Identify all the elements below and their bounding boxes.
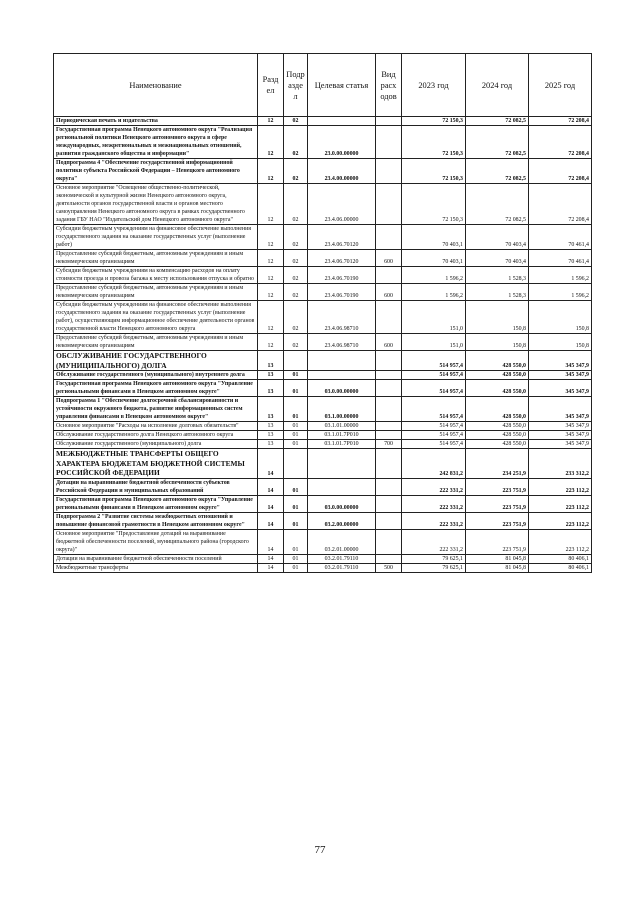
row-amount-2023: 72 150,3 (402, 184, 466, 225)
header-year-2023: 2023 год (402, 54, 466, 117)
row-expense-type (376, 397, 402, 422)
row-amount-2023: 72 150,3 (402, 117, 466, 126)
row-expense-type: 600 (376, 334, 402, 351)
row-amount-2024: 428 550,0 (466, 351, 529, 371)
row-amount-2025: 345 347,9 (529, 380, 592, 397)
row-name: Предоставление субсидий бюджетным, автономным учреждениям и иным некоммерческим организациям (54, 284, 258, 301)
header-target-article: Целевая статья (308, 54, 376, 117)
row-target-article: 03.0.00.00000 (308, 495, 376, 512)
row-expense-type (376, 495, 402, 512)
row-target-article: 23.4.06.70120 (308, 250, 376, 267)
row-section: 13 (258, 380, 284, 397)
row-section: 14 (258, 495, 284, 512)
row-amount-2025: 150,8 (529, 301, 592, 334)
row-amount-2025: 72 208,4 (529, 126, 592, 159)
row-name: Обслуживание государственного долга Ненецкого автономного округа (54, 431, 258, 440)
row-amount-2023: 1 596,2 (402, 267, 466, 284)
table-row (54, 225, 592, 250)
row-section: 12 (258, 225, 284, 250)
row-target-article: 03.1.00.00000 (308, 397, 376, 422)
table-row (54, 449, 592, 479)
row-name: Подпрограмма 1 "Обеспечение долгосрочной сбалансированности и устойчивости окружного бюджета, развитие информационных систем управления финансами в Ненецком автономном округе" (54, 397, 258, 422)
row-expense-type (376, 529, 402, 554)
row-target-article: 03.1.01.7Р010 (308, 431, 376, 440)
row-amount-2024: 428 550,0 (466, 371, 529, 380)
row-amount-2025: 345 347,9 (529, 351, 592, 371)
row-name: Периодическая печать и издательства (54, 117, 258, 126)
row-target-article (308, 117, 376, 126)
row-name: Дотации на выравнивание бюджетной обеспеченности субъектов Российской Федерации и муниципальных образований (54, 478, 258, 495)
table-row (54, 397, 592, 422)
row-expense-type (376, 371, 402, 380)
row-subsection: 01 (284, 554, 308, 563)
row-amount-2024: 428 550,0 (466, 397, 529, 422)
row-amount-2023: 514 957,4 (402, 431, 466, 440)
row-expense-type (376, 478, 402, 495)
row-amount-2023: 72 150,3 (402, 159, 466, 184)
row-amount-2025: 72 208,4 (529, 117, 592, 126)
table-row (54, 159, 592, 184)
header-subsection: Подр азде л (284, 54, 308, 117)
row-target-article: 03.2.01.79110 (308, 554, 376, 563)
row-amount-2023: 514 957,4 (402, 440, 466, 449)
row-target-article: 23.4.06.70120 (308, 225, 376, 250)
row-section: 13 (258, 371, 284, 380)
table-row (54, 495, 592, 512)
row-amount-2024: 428 550,0 (466, 422, 529, 431)
row-subsection: 02 (284, 250, 308, 267)
row-subsection: 01 (284, 371, 308, 380)
row-name: ОБСЛУЖИВАНИЕ ГОСУДАРСТВЕННОГО (МУНИЦИПАЛЬНОГО) ДОЛГА (54, 351, 258, 371)
row-expense-type (376, 380, 402, 397)
row-amount-2025: 80 406,1 (529, 563, 592, 572)
row-amount-2023: 242 831,2 (402, 449, 466, 479)
row-amount-2023: 222 331,2 (402, 478, 466, 495)
row-amount-2025: 223 112,2 (529, 495, 592, 512)
row-target-article (308, 371, 376, 380)
row-subsection (284, 449, 308, 479)
row-expense-type (376, 512, 402, 529)
row-name: Основное мероприятие "Освещение общественно-политической, экономической и культурной жизни Ненецкого автономного округа, деятельности органов государственной власти и органов местного самоуправления Ненецкого автономного округа в рамках государственного задания ГБУ НАО "Издательский дом Ненецкого автономного округа" (54, 184, 258, 225)
table-row (54, 512, 592, 529)
row-expense-type (376, 554, 402, 563)
row-expense-type: 500 (376, 563, 402, 572)
row-subsection: 01 (284, 478, 308, 495)
table-row (54, 529, 592, 554)
page-number: 77 (314, 844, 326, 856)
row-subsection: 02 (284, 267, 308, 284)
row-section: 13 (258, 397, 284, 422)
row-target-article: 03.1.01.7Р010 (308, 440, 376, 449)
table-row (54, 301, 592, 334)
table-row (54, 267, 592, 284)
row-amount-2023: 514 957,4 (402, 371, 466, 380)
row-subsection: 02 (284, 159, 308, 184)
header-year-2025: 2025 год (529, 54, 592, 117)
row-section: 12 (258, 301, 284, 334)
row-amount-2023: 79 625,1 (402, 554, 466, 563)
row-target-article: 03.0.00.00000 (308, 380, 376, 397)
row-amount-2024: 81 045,8 (466, 554, 529, 563)
row-subsection: 01 (284, 422, 308, 431)
row-name: Государственная программа Ненецкого автономного округа "Управление региональными финансами в Ненецком автономном округе" (54, 495, 258, 512)
row-amount-2025: 233 312,2 (529, 449, 592, 479)
row-name: Обслуживание государственного (муниципального) внутреннего долга (54, 371, 258, 380)
row-amount-2024: 223 751,9 (466, 512, 529, 529)
table-row (54, 554, 592, 563)
row-section: 14 (258, 512, 284, 529)
row-name: МЕЖБЮДЖЕТНЫЕ ТРАНСФЕРТЫ ОБЩЕГО ХАРАКТЕРА БЮДЖЕТАМ БЮДЖЕТНОЙ СИСТЕМЫ РОССИЙСКОЙ ФЕДЕРАЦИИ (54, 449, 258, 479)
row-amount-2025: 345 347,9 (529, 440, 592, 449)
row-subsection: 02 (284, 284, 308, 301)
row-subsection: 02 (284, 184, 308, 225)
row-target-article: 23.4.06.70190 (308, 284, 376, 301)
row-section: 12 (258, 159, 284, 184)
row-section: 12 (258, 126, 284, 159)
row-target-article (308, 478, 376, 495)
row-amount-2023: 72 150,3 (402, 126, 466, 159)
row-amount-2024: 81 045,8 (466, 563, 529, 572)
row-expense-type (376, 126, 402, 159)
row-section: 14 (258, 563, 284, 572)
row-name: Предоставление субсидий бюджетным, автономным учреждениям и иным некоммерческим организациям (54, 334, 258, 351)
table-row (54, 440, 592, 449)
header-name: Наименование (54, 54, 258, 117)
row-amount-2025: 223 112,2 (529, 512, 592, 529)
row-amount-2024: 72 082,5 (466, 159, 529, 184)
row-amount-2024: 223 751,9 (466, 495, 529, 512)
row-section: 12 (258, 284, 284, 301)
row-amount-2023: 70 403,1 (402, 250, 466, 267)
row-amount-2023: 514 957,4 (402, 351, 466, 371)
row-amount-2024: 223 751,9 (466, 478, 529, 495)
row-expense-type: 600 (376, 284, 402, 301)
row-expense-type (376, 117, 402, 126)
row-section: 14 (258, 449, 284, 479)
row-section: 13 (258, 422, 284, 431)
row-subsection: 02 (284, 301, 308, 334)
row-amount-2024: 428 550,0 (466, 431, 529, 440)
row-subsection: 01 (284, 495, 308, 512)
row-amount-2025: 1 596,2 (529, 284, 592, 301)
row-section: 14 (258, 478, 284, 495)
row-amount-2023: 514 957,4 (402, 422, 466, 431)
row-amount-2025: 345 347,9 (529, 371, 592, 380)
row-target-article: 23.4.06.98710 (308, 301, 376, 334)
row-amount-2025: 80 406,1 (529, 554, 592, 563)
row-section: 12 (258, 117, 284, 126)
row-amount-2025: 70 461,4 (529, 250, 592, 267)
row-name: Дотации на выравнивание бюджетной обеспеченности поселений (54, 554, 258, 563)
row-amount-2023: 514 957,4 (402, 397, 466, 422)
row-target-article: 23.4.06.70190 (308, 267, 376, 284)
row-amount-2023: 1 596,2 (402, 284, 466, 301)
row-subsection: 01 (284, 431, 308, 440)
row-subsection: 02 (284, 225, 308, 250)
row-section: 13 (258, 440, 284, 449)
row-amount-2023: 151,0 (402, 334, 466, 351)
row-target-article: 03.2.01.79110 (308, 563, 376, 572)
table-row (54, 334, 592, 351)
row-expense-type: 700 (376, 440, 402, 449)
row-target-article: 03.2.01.00000 (308, 529, 376, 554)
row-name: Субсидии бюджетным учреждениям на финансовое обеспечение выполнения государственного задания на оказание государственных услуг (выполнение работ) (54, 225, 258, 250)
row-amount-2025: 345 347,9 (529, 431, 592, 440)
table-header-row (54, 54, 592, 117)
row-target-article: 23.4.00.00000 (308, 159, 376, 184)
table-row (54, 250, 592, 267)
row-subsection: 02 (284, 334, 308, 351)
row-name: Подпрограмма 2 "Развитие системы межбюджетных отношений и повышение финансовой грамотности в Ненецком автономном округе" (54, 512, 258, 529)
table-row (54, 117, 592, 126)
row-subsection: 01 (284, 380, 308, 397)
row-name: Обслуживание государственного (муниципального) долга (54, 440, 258, 449)
row-section: 12 (258, 184, 284, 225)
row-amount-2025: 1 596,2 (529, 267, 592, 284)
row-amount-2023: 151,0 (402, 301, 466, 334)
table-row (54, 371, 592, 380)
row-expense-type (376, 267, 402, 284)
row-amount-2025: 345 347,9 (529, 397, 592, 422)
row-subsection: 01 (284, 529, 308, 554)
row-subsection: 01 (284, 563, 308, 572)
row-amount-2024: 428 550,0 (466, 440, 529, 449)
row-name: Подпрограмма 4 "Обеспечение государственной информационной политики субъекта Российской Федерации – Ненецкого автономного округа" (54, 159, 258, 184)
row-amount-2024: 234 251,9 (466, 449, 529, 479)
row-amount-2025: 223 112,2 (529, 478, 592, 495)
row-expense-type (376, 301, 402, 334)
header-section: Разд ел (258, 54, 284, 117)
row-section: 13 (258, 431, 284, 440)
row-target-article (308, 351, 376, 371)
row-subsection: 02 (284, 126, 308, 159)
row-name: Государственная программа Ненецкого автономного округа "Управление региональными финансами в Ненецком автономном округе" (54, 380, 258, 397)
row-name: Предоставление субсидий бюджетным, автономным учреждениям и иным некоммерческим организациям (54, 250, 258, 267)
row-section: 14 (258, 554, 284, 563)
row-amount-2023: 222 331,2 (402, 495, 466, 512)
table-body (54, 117, 592, 573)
row-amount-2024: 150,8 (466, 334, 529, 351)
row-amount-2025: 150,8 (529, 334, 592, 351)
table-row (54, 422, 592, 431)
table-row (54, 351, 592, 371)
row-amount-2024: 223 751,9 (466, 529, 529, 554)
row-subsection (284, 351, 308, 371)
table-row (54, 184, 592, 225)
row-section: 12 (258, 250, 284, 267)
row-name: Межбюджетные трансферты (54, 563, 258, 572)
row-expense-type (376, 449, 402, 479)
row-expense-type (376, 159, 402, 184)
row-amount-2023: 79 625,1 (402, 563, 466, 572)
row-target-article: 23.4.06.98710 (308, 334, 376, 351)
row-expense-type: 600 (376, 250, 402, 267)
row-amount-2025: 70 461,4 (529, 225, 592, 250)
row-target-article (308, 449, 376, 479)
table-row (54, 380, 592, 397)
row-amount-2023: 70 403,1 (402, 225, 466, 250)
row-target-article: 23.0.00.00000 (308, 126, 376, 159)
table-row (54, 126, 592, 159)
row-expense-type (376, 225, 402, 250)
row-section: 12 (258, 334, 284, 351)
row-amount-2023: 222 331,2 (402, 512, 466, 529)
row-amount-2024: 72 082,5 (466, 126, 529, 159)
row-expense-type (376, 351, 402, 371)
row-subsection: 01 (284, 440, 308, 449)
row-expense-type (376, 431, 402, 440)
row-subsection: 01 (284, 512, 308, 529)
table-row (54, 284, 592, 301)
row-amount-2024: 72 082,5 (466, 117, 529, 126)
row-subsection: 02 (284, 117, 308, 126)
row-target-article: 03.1.01.00000 (308, 422, 376, 431)
row-amount-2024: 1 528,3 (466, 267, 529, 284)
row-subsection: 01 (284, 397, 308, 422)
row-amount-2025: 345 347,9 (529, 422, 592, 431)
row-amount-2025: 72 208,4 (529, 184, 592, 225)
row-target-article: 23.4.06.00000 (308, 184, 376, 225)
row-name: Субсидии бюджетным учреждениям на компенсацию расходов на оплату стоимости проезда и провоза багажа к месту использования отпуска и обратно (54, 267, 258, 284)
row-amount-2024: 70 403,4 (466, 250, 529, 267)
row-amount-2025: 223 112,2 (529, 529, 592, 554)
row-name: Основное мероприятие "Расходы на исполнение долговых обязательств" (54, 422, 258, 431)
row-name: Основное мероприятие "Предоставление дотаций на выравнивание бюджетной обеспеченности поселений, муниципального района (городского округа)" (54, 529, 258, 554)
header-year-2024: 2024 год (466, 54, 529, 117)
row-target-article: 03.2.00.00000 (308, 512, 376, 529)
header-expense-type: Вид расх одов (376, 54, 402, 117)
row-amount-2024: 1 528,3 (466, 284, 529, 301)
row-section: 14 (258, 529, 284, 554)
row-amount-2024: 70 403,4 (466, 225, 529, 250)
row-name: Субсидии бюджетным учреждениям на финансовое обеспечение выполнения государственного задания на оказание государственных услуг (выполнение работ), осуществляющим информационное обеспечение деятельности органов государственной власти Ненецкого автономного округа (54, 301, 258, 334)
row-amount-2024: 150,8 (466, 301, 529, 334)
row-section: 13 (258, 351, 284, 371)
row-amount-2025: 72 208,4 (529, 159, 592, 184)
row-name: Государственная программа Ненецкого автономного округа "Реализация региональной политики Ненецкого автономного округа в сфере международных, межрегиональных и межнациональных отношений, развития гражданского общества и информации" (54, 126, 258, 159)
row-expense-type (376, 422, 402, 431)
row-amount-2024: 72 082,5 (466, 184, 529, 225)
table-row (54, 431, 592, 440)
row-amount-2024: 428 550,0 (466, 380, 529, 397)
row-amount-2023: 514 957,4 (402, 380, 466, 397)
table-row (54, 563, 592, 572)
table-row (54, 478, 592, 495)
row-amount-2023: 222 331,2 (402, 529, 466, 554)
row-section: 12 (258, 267, 284, 284)
row-expense-type (376, 184, 402, 225)
budget-table (53, 53, 592, 573)
